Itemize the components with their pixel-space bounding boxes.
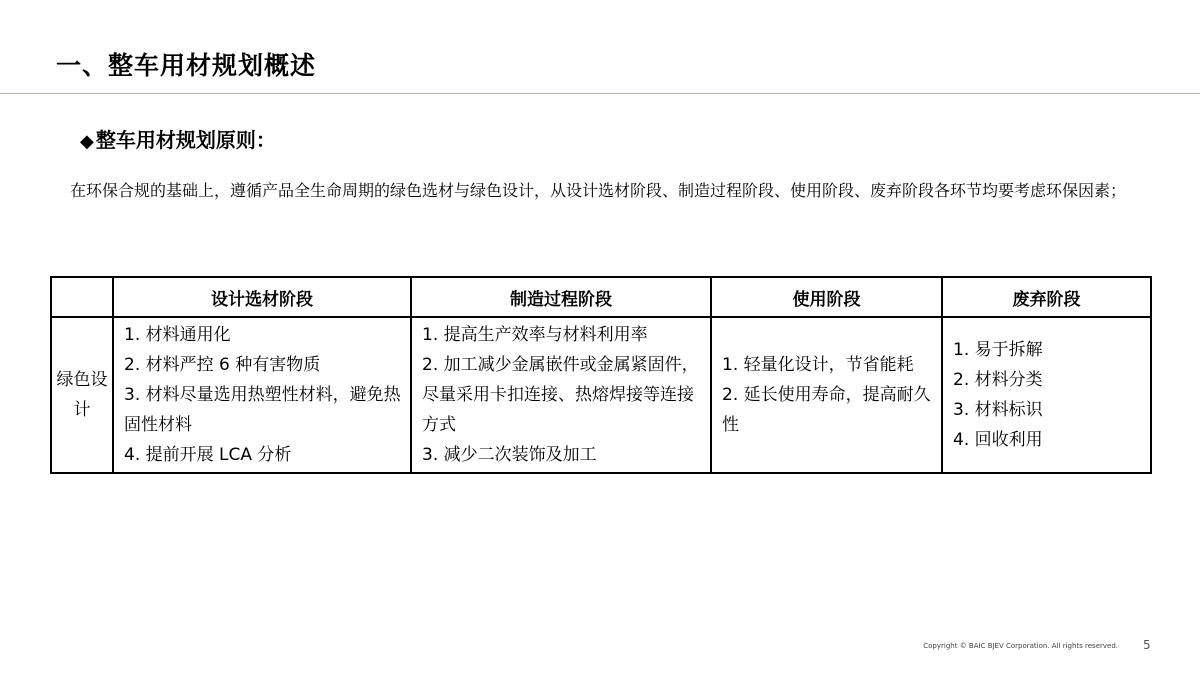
table-row: [51, 317, 1151, 473]
list-item: 1. 提高生产效率与材料利用率: [422, 325, 648, 345]
list-item: 2. 材料严控 6 种有害物质: [124, 355, 321, 375]
list-item: 3. 材料尽量选用热塑性材料，避免热固性材料: [124, 385, 401, 435]
list-item: 1. 易于拆解: [953, 340, 1043, 360]
slide-title: 一、整车用材规划概述: [56, 51, 317, 80]
diamond-bullet-icon: ◆: [80, 131, 94, 152]
header-corner-cell: [51, 277, 113, 317]
list-item: 2. 材料分类: [953, 370, 1043, 390]
header-usage: 使用阶段: [711, 277, 942, 317]
list-item: 2. 延长使用寿命，提高耐久性: [722, 385, 931, 435]
material-planning-table: [50, 276, 1152, 474]
row-label-green-design: 绿色设计: [51, 317, 113, 473]
cell-manufacturing: [411, 317, 711, 473]
header-design-selection: 设计选材阶段: [113, 277, 411, 317]
list-item: 3. 材料标识: [953, 400, 1043, 420]
cell-design-selection: [113, 317, 411, 473]
list-item: 2. 加工减少金属嵌件或金属紧固件，尽量采用卡扣连接、热熔焊接等连接方式: [422, 355, 699, 435]
list-item: 4. 回收利用: [953, 430, 1043, 450]
page-number: 5: [1143, 638, 1151, 652]
list-item: 1. 材料通用化: [124, 325, 231, 345]
header-manufacturing: 制造过程阶段: [411, 277, 711, 317]
intro-paragraph: 在环保合规的基础上，遵循产品全生命周期的绿色选材与绿色设计，从设计选材阶段、制造过程阶段、使用阶段、废弃阶段各环节均要考虑环保因素；: [70, 181, 1127, 200]
title-divider: [0, 93, 1200, 94]
table-header-row: [51, 277, 1151, 317]
list-item: 1. 轻量化设计，节省能耗: [722, 355, 914, 375]
cell-disposal: [942, 317, 1151, 473]
cell-usage: [711, 317, 942, 473]
list-item: 4. 提前开展 LCA 分析: [124, 445, 292, 465]
header-disposal: 废弃阶段: [942, 277, 1151, 317]
list-item: 3. 减少二次装饰及加工: [422, 445, 597, 465]
footer-copyright: Copyright © BAIC BJEV Corporation. All rights reserved.: [923, 642, 1118, 650]
subheading-text: 整车用材规划原则：: [95, 128, 276, 152]
section-subheading: [80, 124, 276, 153]
